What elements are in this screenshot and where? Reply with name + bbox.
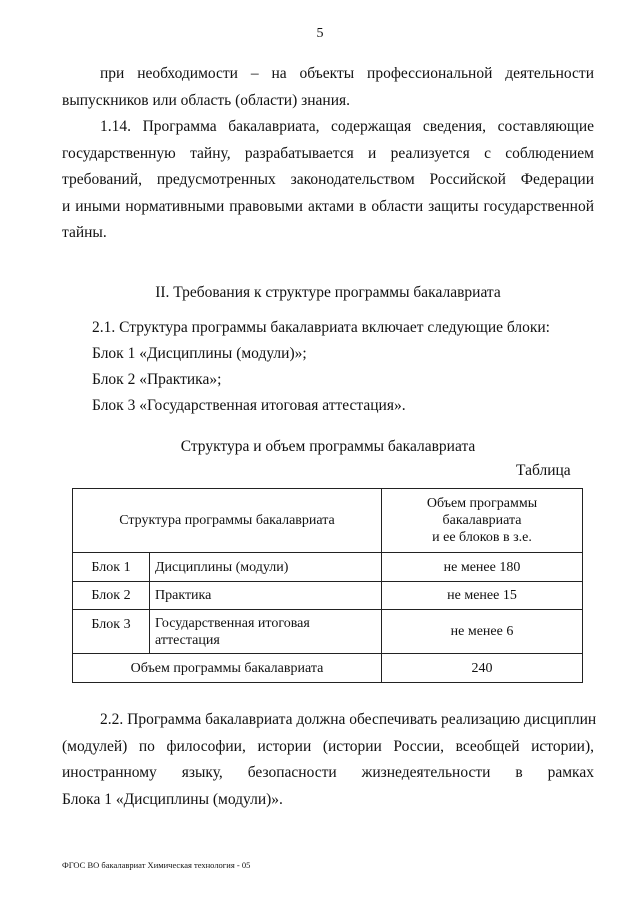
list-item: Блок 1 «Дисциплины (модули)»; — [92, 345, 307, 362]
program-structure-table — [72, 488, 583, 683]
text-line: при необходимости – на объекты профессиональной деятельности — [100, 65, 594, 82]
text-line: 2.1. Структура программы бакалавриата включает следующие блоки: — [92, 319, 550, 336]
table-header-row — [73, 489, 583, 553]
text-line: 1.14. Программа бакалавриата, содержащая сведения, составляющие — [100, 118, 594, 135]
block-name-cell: Практика — [150, 582, 382, 610]
block-cell: Блок 2 — [73, 582, 150, 610]
header-volume — [382, 489, 583, 553]
table-total-row — [73, 654, 583, 683]
list-item: Блок 2 «Практика»; — [92, 371, 222, 388]
text-line: тайны. — [62, 224, 107, 241]
text-line: требований, предусмотренных законодательством Российской Федерации — [62, 171, 594, 188]
text-line: 2.2. Программа бакалавриата должна обеспечивать реализацию дисциплин — [100, 711, 597, 728]
paragraph-continuation — [62, 61, 594, 114]
page-number: 5 — [316, 26, 324, 41]
table-row — [73, 582, 583, 610]
header-structure: Структура программы бакалавриата — [73, 489, 382, 553]
total-label: Объем программы бакалавриата — [73, 654, 382, 683]
paragraph-1-14 — [62, 114, 594, 247]
text-line: и иными нормативными правовыми актами в области защиты государственной — [62, 197, 594, 215]
total-value: 240 — [382, 654, 583, 683]
table-title: Структура и объем программы бакалавриата — [180, 438, 476, 455]
text-line: Блока 1 «Дисциплины (модули)». — [62, 790, 283, 808]
header-volume-line: бакалавриата — [442, 513, 522, 528]
text-line: (модулей) по философии, истории (истории России, всеобщей истории), — [62, 737, 594, 755]
block-name-cell: Дисциплины (модули) — [150, 553, 382, 582]
header-volume-line: и ее блоков в з.е. — [432, 530, 532, 545]
page-footer: ФГОС ВО бакалавриат Химическая технология - 05 — [62, 860, 251, 870]
table-row — [73, 553, 583, 582]
header-volume-line: Объем программы — [426, 496, 538, 511]
block-name-cell: Государственная итоговая аттестация — [150, 610, 382, 654]
volume-cell: не менее 180 — [382, 553, 583, 582]
section-heading: II. Требования к структуре программы бакалавриата — [155, 284, 501, 301]
table-row — [73, 610, 583, 654]
text-line: выпускников или область (области) знания. — [62, 91, 351, 109]
table-label: Таблица — [516, 462, 571, 479]
volume-cell: не менее 6 — [382, 610, 583, 654]
volume-cell: не менее 15 — [382, 582, 583, 610]
paragraph-2-1 — [62, 315, 594, 419]
text-line: государственную тайну, разрабатывается и реализуется с соблюдением — [62, 144, 594, 162]
text-line: иностранному языку, безопасности жизнедеятельности в рамках — [62, 764, 594, 781]
paragraph-2-2 — [62, 707, 597, 813]
block-cell: Блок 3 — [73, 610, 150, 654]
list-item: Блок 3 «Государственная итоговая аттестация». — [92, 397, 406, 414]
block-cell: Блок 1 — [73, 553, 150, 582]
